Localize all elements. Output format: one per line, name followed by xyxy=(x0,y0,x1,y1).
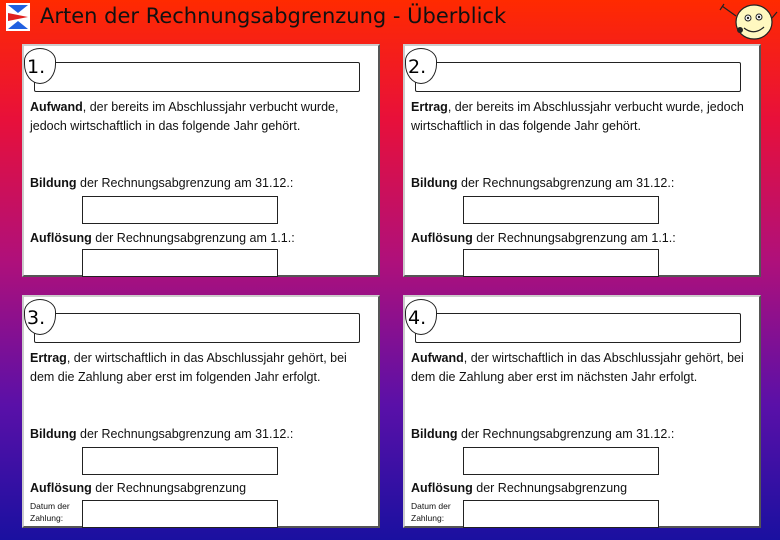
bildung-answer-field[interactable] xyxy=(463,447,659,475)
card-number: 1. xyxy=(24,48,56,84)
title-answer-field[interactable] xyxy=(34,313,360,343)
title-answer-field[interactable] xyxy=(415,313,741,343)
mascot-icon xyxy=(718,0,778,42)
card-description: Aufwand, der wirtschaftlich in das Abschlussjahr gehört, bei dem die Zahlung aber erst im nächsten Jahr erfolgt. xyxy=(411,351,744,384)
aufloesung-label: Auflösung der Rechnungsabgrenzung am 1.1.: xyxy=(30,231,295,245)
aufloesung-label: Auflösung der Rechnungsabgrenzung xyxy=(411,481,628,495)
bildung-label: Bildung der Rechnungsabgrenzung am 31.12.: xyxy=(411,176,675,190)
bildung-label: Bildung der Rechnungsabgrenzung am 31.12.: xyxy=(30,176,294,190)
bildung-answer-field[interactable] xyxy=(463,196,659,224)
bildung-label: Bildung der Rechnungsabgrenzung am 31.12.: xyxy=(30,427,294,441)
card-number: 4. xyxy=(405,299,437,335)
zahlung-date-field[interactable] xyxy=(463,500,659,528)
aufloesung-label: Auflösung der Rechnungsabgrenzung xyxy=(30,481,247,495)
aufloesung-label: Auflösung der Rechnungsabgrenzung am 1.1.: xyxy=(411,231,676,245)
card-number: 3. xyxy=(24,299,56,335)
card-description: Ertrag, der bereits im Abschlussjahr verbucht wurde, jedoch wirtschaftlich in das folgende Jahr gehört. xyxy=(411,100,744,133)
zahlung-date-field[interactable] xyxy=(82,500,278,528)
bildung-answer-field[interactable] xyxy=(82,196,278,224)
card-3 xyxy=(22,295,380,528)
card-description: Aufwand, der bereits im Abschlussjahr verbucht wurde, jedoch wirtschaftlich in das folgende Jahr gehört. xyxy=(30,100,339,133)
card-1 xyxy=(22,44,380,277)
zahlung-date-label: Datum der Zahlung: xyxy=(411,501,451,523)
card-2 xyxy=(403,44,761,277)
bildung-answer-field[interactable] xyxy=(82,447,278,475)
aufloesung-answer-field[interactable] xyxy=(82,249,278,277)
card-number: 2. xyxy=(405,48,437,84)
title-answer-field[interactable] xyxy=(415,62,741,92)
card-4 xyxy=(403,295,761,528)
bildung-label: Bildung der Rechnungsabgrenzung am 31.12.: xyxy=(411,427,675,441)
card-description: Ertrag, der wirtschaftlich in das Abschlussjahr gehört, bei dem die Zahlung aber erst im folgenden Jahr erfolgt. xyxy=(30,351,347,384)
page-title: Arten der Rechnungsabgrenzung - Überblick xyxy=(40,4,507,28)
aufloesung-answer-field[interactable] xyxy=(463,249,659,277)
zahlung-date-label: Datum der Zahlung: xyxy=(30,501,70,523)
logo-icon xyxy=(6,3,30,31)
title-answer-field[interactable] xyxy=(34,62,360,92)
